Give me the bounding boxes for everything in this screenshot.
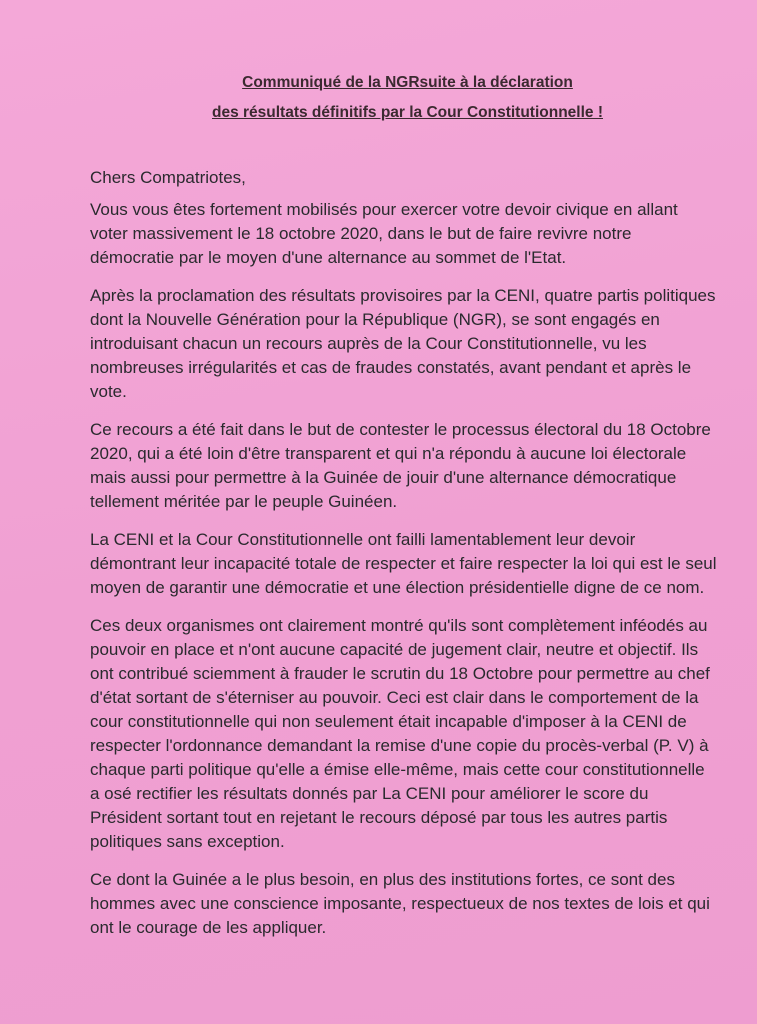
document-body: [88, 166, 717, 940]
paragraph-4: La CENI et la Cour Constitutionnelle ont failli lamentablement leur devoir démontrant leur incapacité totale de respecter et faire respecter la loi qui est le seul moyen de garantir une démocratie et une élection présidentielle digne de ce nom.: [90, 530, 717, 597]
greeting: Chers Compatriotes,: [90, 168, 246, 187]
paragraph-6: Ce dont la Guinée a le plus besoin, en plus des institutions fortes, ce sont des hommes avec une conscience imposante, respectueux de nos textes de lois et qui ont le courage de les appliquer.: [90, 870, 710, 937]
title-line-2: des résultats définitifs par la Cour Constitutionnelle !: [212, 104, 603, 121]
title-line-1: Communiqué de la NGRsuite à la déclaration: [242, 74, 573, 91]
paragraph-5: Ces deux organismes ont clairement montré qu'ils sont complètement inféodés au pouvoir en place et n'ont aucune capacité de jugement clair, neutre et objectif. Ils ont contribué sciemment à frauder le scrutin du 18 Octobre pour permettre au chef d'état sortant de s'éterniser au pouvoir. Ceci est clair dans le comportement de la cour constitutionnelle qui non seulement était incapable d'imposer à la CENI de respecter l'ordonnance demandant la remise d'une copie du procès-verbal (P. V) à chaque parti politique qu'elle a émise elle-même, mais cette cour constitutionnelle a osé rectifier les résultats donnés par La CENI pour améliorer le score du Président sortant tout en rejetant le recours déposé par tous les autres partis politiques sans exception.: [90, 616, 710, 851]
document-title: [88, 68, 717, 128]
paragraph-1: Vous vous êtes fortement mobilisés pour exercer votre devoir civique en allant voter massivement le 18 octobre 2020, dans le but de faire revivre notre démocratie par le moyen d'une alternance au sommet de l'Etat.: [90, 200, 678, 267]
paragraph-2: Après la proclamation des résultats provisoires par la CENI, quatre partis politiques dont la Nouvelle Génération pour la République (NGR), se sont engagés en introduisant chacun un recours auprès de la Cour Constitutionnelle, vu les nombreuses irrégularités et cas de fraudes constatés, avant pendant et après le vote.: [90, 286, 716, 401]
paragraph-3: Ce recours a été fait dans le but de contester le processus électoral du 18 Octobre 2020, qui a été loin d'être transparent et qui n'a répondu à aucune loi électorale mais aussi pour permettre à la Guinée de jouir d'une alternance démocratique tellement méritée par le peuple Guinéen.: [90, 420, 711, 511]
